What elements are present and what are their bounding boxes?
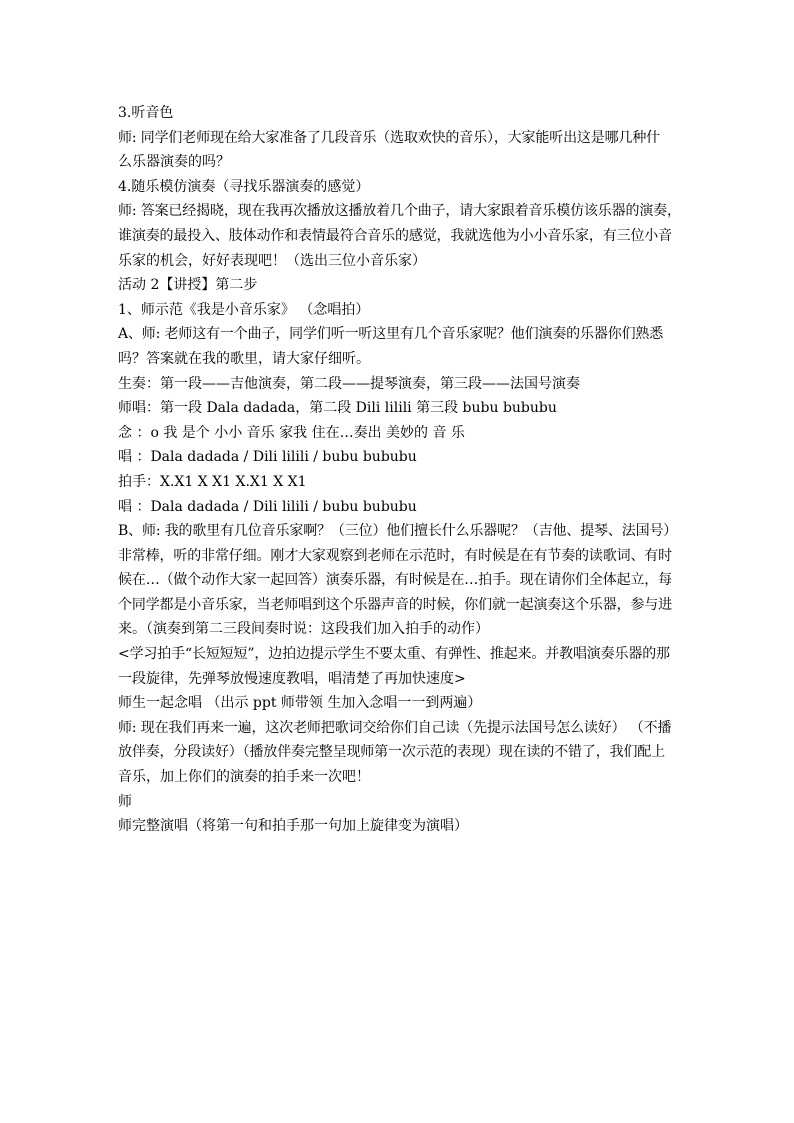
paragraph-line: 谁演奏的最投入、肢体动作和表情最符合音乐的感觉，我就选他为小小音乐家，有三位小音 <box>118 227 672 244</box>
heading-listen-timbre: 3.听音色 <box>118 105 174 121</box>
paragraph-line: 个同学都是小音乐家，当老师唱到这个乐器声音的时候，你们就一起演奏这个乐器，参与进 <box>118 596 672 613</box>
paragraph-line: 一段旋律，先弹琴放慢速度教唱，唱清楚了再加快速度> <box>118 670 466 687</box>
document-body <box>118 101 681 839</box>
paragraph-line: B、师: 我的歌里有几位音乐家啊？（三位）他们擅长什么乐器呢？（吉他、提琴、法国号） <box>118 523 678 540</box>
paragraph-line: 来。（演奏到第二三段间奏时说：这段我们加入拍手的动作） <box>118 621 489 638</box>
paragraph-line: 生奏：第一段——吉他演奏，第二段——提琴演奏，第三段——法国号演奏 <box>118 375 580 392</box>
paragraph-line: 师: 同学们老师现在给大家准备了几段音乐（选取欢快的音乐），大家能听出这是哪几种什 <box>118 129 661 146</box>
paragraph-line: 吗？答案就在我的歌里，请大家仔细听。 <box>118 350 370 367</box>
paragraph-line: 师: 现在我们再来一遍，这次老师把歌词交给你们自己读（先提示法国号怎么读好） （不播 <box>118 719 672 736</box>
paragraph-line: 师唱：第一段 Dala dadada，第二段 Dili lilili 第三段 bubu bububu <box>118 400 557 417</box>
sing-line: 唱 ：Dala dadada / Dili lilili / bubu bububu <box>118 498 417 515</box>
paragraph-line: 师生一起念唱 （出示 ppt 师带领 生加入念唱一一到两遍） <box>118 695 482 712</box>
paragraph-line: A、师: 老师这有一个曲子，同学们听一听这里有几个音乐家呢？他们演奏的乐器你们熟悉 <box>118 326 664 343</box>
paragraph-line: 么乐器演奏的吗？ <box>118 154 230 171</box>
paragraph-line: 放伴奏，分段读好）（播放伴奏完整呈现师第一次示范的表现）现在读的不错了，我们配上 <box>118 744 665 761</box>
paragraph-line: 候在…（做个动作大家一起回答）演奏乐器，有时候是在…拍手。现在请你们全体起立，每 <box>118 572 672 589</box>
heading-imitate-playing: 4.随乐模仿演奏（寻找乐器演奏的感觉） <box>118 178 370 195</box>
paragraph-line: <学习拍手“长短短短”，边拍边提示学生不要太重、有弹性、推起来。并教唱演奏乐器的那 <box>118 646 670 663</box>
heading-teacher-demo: 1、师示范《我是小音乐家》 （念唱拍） <box>118 301 370 318</box>
paragraph-line: 师 <box>118 793 132 810</box>
paragraph-line: 乐家的机会，好好表现吧！（选出三位小音乐家） <box>118 252 426 269</box>
paragraph-line: 音乐，加上你们的演奏的拍手来一次吧！ <box>118 769 370 786</box>
heading-activity-2: 活动 2【讲授】第二步 <box>118 277 258 294</box>
paragraph-line: 师完整演唱（将第一句和拍手那一句加上旋律变为演唱） <box>118 818 468 835</box>
paragraph-line: 师: 答案已经揭晓，现在我再次播放这播放着几个曲子，请大家跟着音乐模仿该乐器的演奏， <box>118 203 681 220</box>
paragraph-line: 非常棒，听的非常仔细。刚才大家观察到老师在示范时，有时候是在有节奏的读歌词、有时 <box>118 547 672 564</box>
clap-line: 拍手：X.X1 X X1 X.X1 X X1 <box>118 473 307 490</box>
sing-line: 唱 ：Dala dadada / Dili lilili / bubu bububu <box>118 449 417 466</box>
chant-line: 念 ：o 我 是个 小小 音乐 家我 住在…奏出 美妙的 音 乐 <box>118 424 465 441</box>
